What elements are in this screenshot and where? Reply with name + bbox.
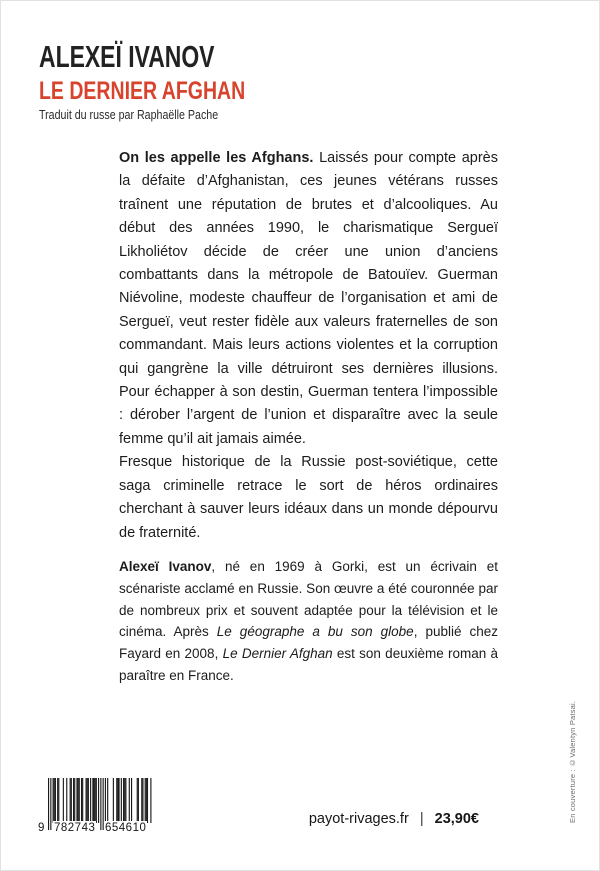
isbn-barcode xyxy=(37,778,157,836)
barcode-digits xyxy=(37,821,157,835)
translation-credit: Traduit du russe par Raphaëlle Pache xyxy=(39,107,219,122)
author-bio xyxy=(119,556,498,687)
barcode-digit-group: 9 xyxy=(38,822,45,834)
barcode-digit-group: 654610 xyxy=(105,822,147,834)
price: 23,90€ xyxy=(434,811,479,827)
synopsis xyxy=(119,147,498,545)
publisher-line xyxy=(301,811,479,827)
separator-bar: | xyxy=(419,811,424,827)
synopsis-paragraph-2: Fresque historique de la Russie post-soviétique, cette saga criminelle retrace le sort de héros ordinaires cherchant à sauver leurs idéaux dans un monde dépourvu de fraternité. xyxy=(119,454,498,541)
book-title: LE DERNIER AFGHAN xyxy=(39,77,246,105)
synopsis-paragraph-1: On les appelle les Afghans. Laissés pour compte après la défaite d’Afghanistan, ces jeunes vétérans russes traînent une réputation de brutes et d’alcooliques. Au début des années 1990, le charismatique Sergueï Likholiétov décide de créer une union d’anciens combattants dans la métropole de Batouïev. Guerman Niévoline, modeste chauffeur de l’organisation et ami de Sergueï, veut rester fidèle aux valeurs fraternelles de son commandant. Mais leurs actions violentes et la corruption qui gangrène la ville détruiront ses dernières illusions. Pour échapper à son destin, Guerman tentera l’impossible : dérober l’argent de l’union et disparaître avec la seule femme qu’il ait jamais aimée. xyxy=(119,150,498,447)
barcode-digit-group: 782743 xyxy=(54,822,96,834)
author-name: ALEXEÏ IVANOV xyxy=(39,39,215,74)
publisher-website: payot-rivages.fr xyxy=(308,811,409,827)
author-bio-paragraph: Alexeï Ivanov, né en 1969 à Gorki, est un écrivain et scénariste acclamé en Russie. Son œuvre a été couronnée par de nombreux prix et souvent adaptée pour la télévision et le cinéma. Après Le géographe a bu son globe, publié chez Fayard en 2008, Le Dernier Afghan est son deuxième roman à paraître en France. xyxy=(119,559,498,683)
photo-credit: En couverture : ©Valentyn Patsai. xyxy=(568,700,577,823)
